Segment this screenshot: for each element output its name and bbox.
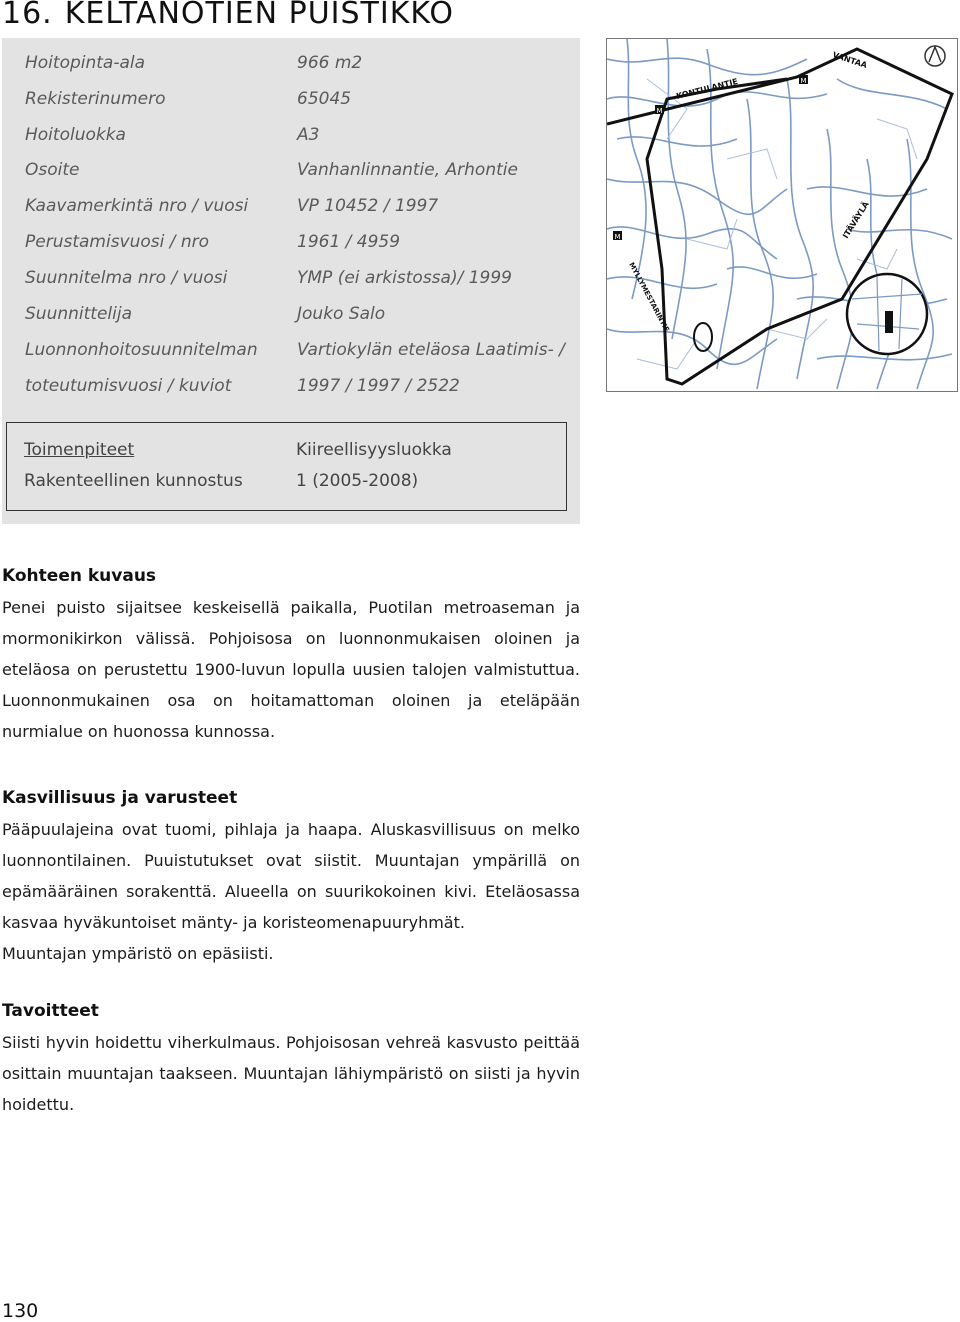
info-label: toteutumisvuosi / kuviot: [25, 376, 232, 396]
location-marker: [694, 323, 712, 351]
info-label: Hoitoluokka: [25, 125, 126, 145]
map-label-itavayla: ITÄVÄYLÄ: [841, 199, 871, 241]
goals-text: Siisti hyvin hoidettu viherkulmaus. Pohjoisosan vehreä kasvusto peittää osittain muuntajan taakseen. Muuntajan lähiympäristö on siisti ja hyvin hoidettu.: [2, 1033, 580, 1114]
info-label: Suunnittelija: [25, 304, 132, 324]
info-label: Hoitopinta-ala: [25, 53, 146, 73]
info-panel: [2, 38, 580, 524]
vegetation-text-2: Muuntajan ympäristö on epäsiisti.: [2, 944, 274, 963]
vegetation-section: [2, 788, 580, 969]
map-label-kontulantie: KONTULANTIE: [675, 76, 739, 101]
info-row: [25, 196, 439, 216]
info-value: Jouko Salo: [297, 304, 386, 324]
info-label: Rekisterinumero: [25, 89, 166, 109]
description-section: [2, 566, 580, 747]
info-value: 1961 / 4959: [297, 232, 401, 252]
measures-box: [6, 422, 567, 511]
section-number: 16.: [2, 0, 53, 31]
page-number: 130: [2, 1300, 39, 1322]
vegetation-heading: Kasvillisuus ja varusteet: [2, 788, 238, 808]
info-label: Perustamisvuosi / nro: [25, 232, 210, 252]
info-value: VP 10452 / 1997: [297, 196, 439, 216]
map-label-vantaa: VANTAA: [831, 50, 869, 70]
urgency-value: 1 (2005-2008): [296, 471, 419, 491]
info-row: [25, 376, 460, 396]
metro-icon-label: M: [800, 77, 807, 85]
goals-section: [2, 1001, 580, 1120]
measures-row: [24, 471, 419, 491]
info-value: 1997 / 1997 / 2522: [297, 376, 460, 396]
map-label-myllymestarintie: MYLLYMESTARINTIE: [627, 261, 671, 334]
description-text: Penei puisto sijaitsee keskeisellä paikalla, Puotilan metroaseman ja mormonikirkon välissä. Pohjoisosa on luonnonmukaisen oloinen ja eteläosa on perustettu 1900-luvun lopulla uusien talojen valmistuttua. Luonnonmukainen osa on hoitamattoman oloinen ja eteläpään nurmialue on huonossa kunnossa.: [2, 598, 580, 741]
measure-label: Rakenteellinen kunnostus: [24, 471, 243, 491]
info-value: YMP (ei arkistossa)/ 1999: [297, 268, 512, 288]
info-row: [25, 160, 518, 180]
info-row: [25, 304, 386, 324]
info-row: [25, 53, 363, 73]
page-title: [2, 0, 454, 31]
location-map: [606, 38, 958, 392]
urgency-header-label: Kiireellisyysluokka: [296, 440, 452, 460]
park-name: KELTANOTIEN PUISTIKKO: [64, 0, 455, 31]
info-label: Luonnonhoitosuunnitelman: [25, 340, 258, 360]
info-value: Vanhanlinnantie, Arhontie: [297, 160, 518, 180]
measures-header: [24, 440, 452, 460]
park-site-marker: [885, 311, 893, 333]
metro-icon-label: M: [656, 107, 663, 115]
goals-heading: Tavoitteet: [2, 1001, 99, 1021]
measures-header-label: Toimenpiteet: [24, 440, 135, 460]
info-row: [25, 125, 320, 145]
info-label: Suunnitelma nro / vuosi: [25, 268, 228, 288]
info-value: Vartiokylän eteläosa Laatimis- /: [297, 340, 565, 360]
description-heading: Kohteen kuvaus: [2, 566, 157, 586]
info-value: 966 m2: [297, 53, 363, 73]
info-row: [25, 89, 352, 109]
metro-icon-label: M: [614, 233, 621, 241]
info-row: [25, 232, 401, 252]
north-arrow-pointer: [929, 47, 941, 62]
info-value: 65045: [297, 89, 352, 109]
info-value: A3: [297, 125, 320, 145]
info-label: Kaavamerkintä nro / vuosi: [25, 196, 249, 216]
info-row: [25, 268, 512, 288]
info-row: [25, 340, 565, 360]
info-label: Osoite: [25, 160, 80, 180]
vegetation-text: Pääpuulajeina ovat tuomi, pihlaja ja haapa. Aluskasvillisuus on melko luonnontilainen. Puuistutukset ovat siistit. Muuntajan ympärillä on epämääräinen sorakenttä. Alueella on suurikokoinen kivi. Eteläosassa kasvaa hyväkuntoiset mänty- ja koristeomenapuuryhmät.: [2, 820, 580, 932]
map-svg: [607, 39, 957, 391]
